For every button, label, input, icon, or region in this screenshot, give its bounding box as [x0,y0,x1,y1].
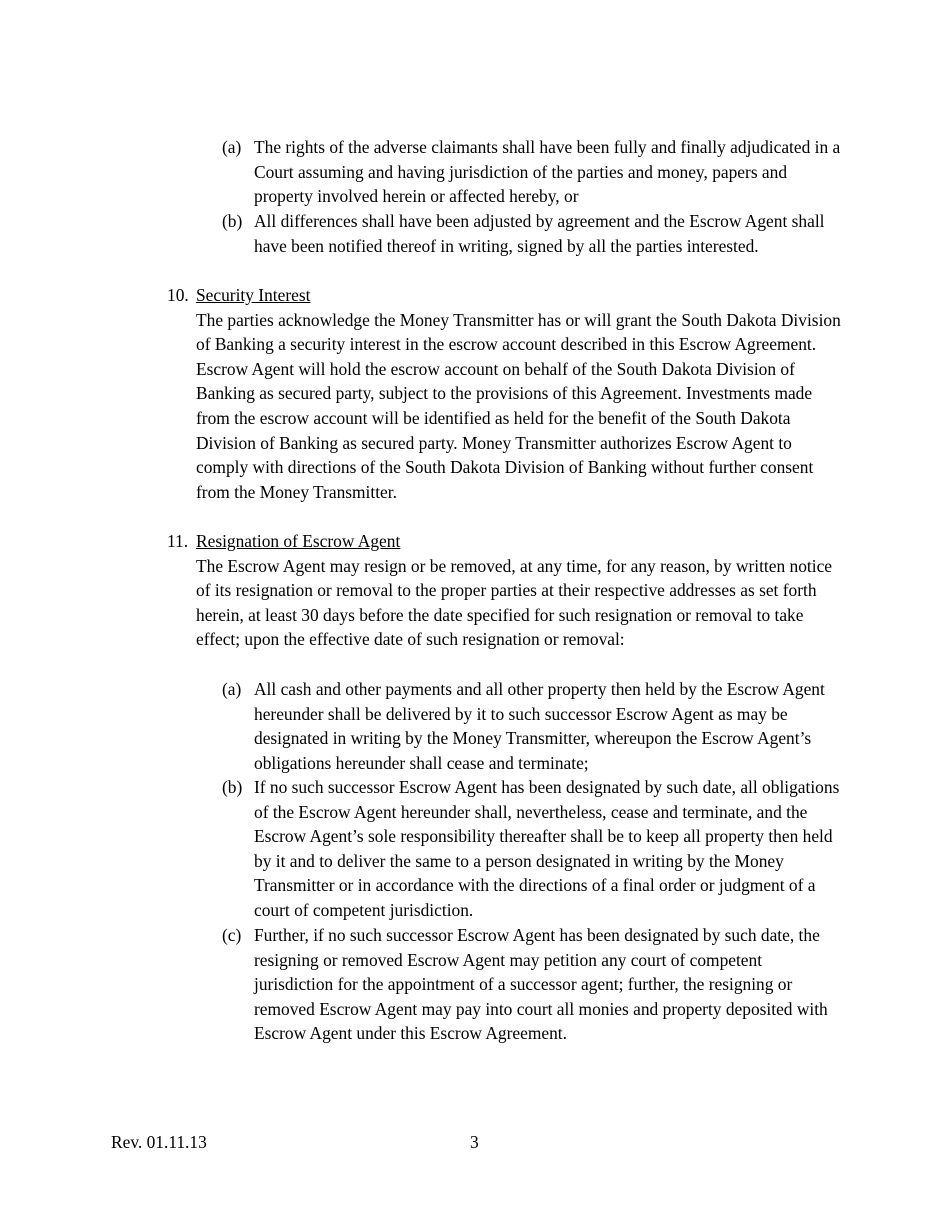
list-item [222,677,842,775]
section-heading: Resignation of Escrow Agent [196,531,401,551]
section-number: 10. [167,285,189,305]
section-heading: Security Interest [196,285,311,305]
list-item [222,209,842,258]
list-item-marker: (a) [222,679,242,699]
section-security-interest [167,283,847,504]
list-item-marker: (b) [222,211,243,231]
list-item-text: Further, if no such successor Escrow Agent has been designated by such date, the resigning or removed Escrow Agent may petition any court of competent jurisdiction for the appointment of a successor agent; further, the resigning or removed Escrow Agent may pay into court all monies and property deposited with Escrow Agent under this Escrow Agreement. [254,925,828,1044]
list-item [222,775,842,923]
list-item-text: All cash and other payments and all other property then held by the Escrow Agent hereunder shall be delivered by it to such successor Escrow Agent as may be designated in writing by the Money Transmitter, whereupon the Escrow Agent’s obligations hereunder shall cease and terminate; [254,679,825,773]
list-item-marker: (b) [222,777,243,797]
list-item [222,135,842,209]
section-resignation-of-escrow-agent [167,529,847,652]
list-item-marker: (a) [222,137,242,157]
footer-revision: Rev. 01.11.13 [111,1132,207,1152]
list-item [222,923,842,1046]
section-body: The parties acknowledge the Money Transmitter has or will grant the South Dakota Division of Banking a security interest in the escrow account described in this Escrow Agreement. Escrow Agent will hold the escrow account on behalf of the South Dakota Division of Banking as secured party, subject to the provisions of this Agreement. Investments made from the escrow account will be identified as held for the benefit of the South Dakota Division of Banking as secured party. Money Transmitter authorizes Escrow Agent to comply with directions of the South Dakota Division of Banking without further consent from the Money Transmitter. [196,309,841,502]
list-item-text: The rights of the adverse claimants shall have been fully and finally adjudicated in a Court assuming and having jurisdiction of the parties and money, papers and property involved herein or affected hereby, or [254,137,841,207]
section-body: The Escrow Agent may resign or be removed, at any time, for any reason, by written notice of its resignation or removal to the proper parties at their respective addresses as set forth herein, at least 30 days before the date specified for such resignation or removal to take effect; upon the effective date of such resignation or removal: [196,555,833,650]
section-number: 11. [167,531,189,551]
footer-page-number: 3 [470,1132,479,1152]
list-item-text: If no such successor Escrow Agent has been designated by such date, all obligations of the Escrow Agent hereunder shall, nevertheless, cease and terminate, and the Escrow Agent’s sole responsibility thereafter shall be to keep all property then held by it and to deliver the same to a person designated in writing by the Money Transmitter or in accordance with the directions of a final order or judgment of a court of competent jurisdiction. [254,777,840,920]
list-item-text: All differences shall have been adjusted by agreement and the Escrow Agent shall have been notified thereof in writing, signed by all the parties interested. [254,211,825,256]
list-item-marker: (c) [222,925,242,945]
